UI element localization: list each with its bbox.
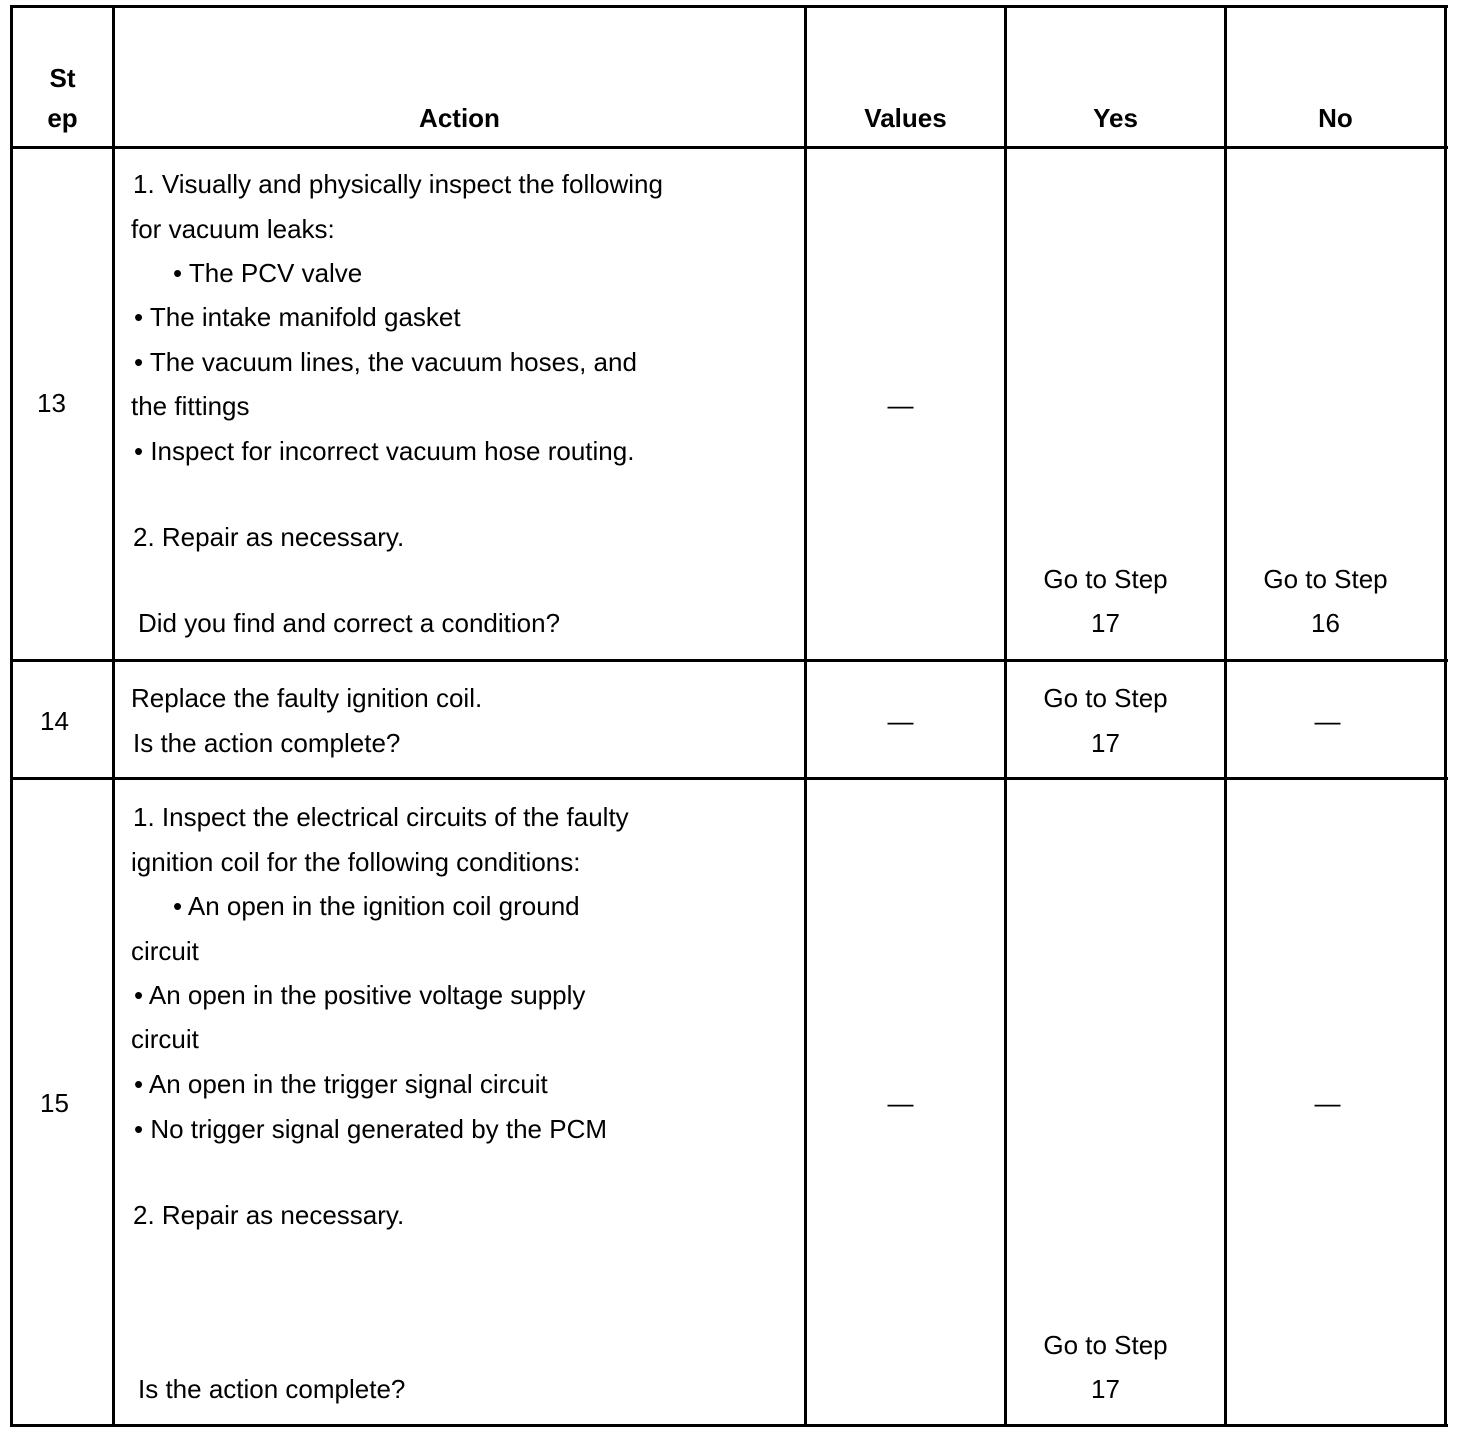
yes-goto-step: 17	[1091, 608, 1120, 638]
action-bullet: • Inspect for incorrect vacuum hose routing.	[134, 436, 635, 466]
header-step-line2: ep	[47, 103, 78, 133]
action-bullet: • The intake manifold gasket	[134, 302, 461, 332]
row-divider	[10, 659, 1448, 662]
row-divider	[10, 777, 1448, 780]
table-border-right	[1444, 5, 1447, 1427]
no-goto-step: 16	[1311, 608, 1340, 638]
action-line: 2. Repair as necessary.	[133, 1200, 405, 1230]
action-line: circuit	[131, 936, 199, 966]
yes-goto-label: Go to Step	[1043, 564, 1168, 594]
header-divider	[10, 146, 1448, 149]
action-question: Did you find and correct a condition?	[138, 608, 561, 638]
action-line: 1. Visually and physically inspect the following	[133, 169, 663, 199]
action-bullet: • An open in the ignition coil ground	[173, 891, 580, 921]
header-step	[13, 58, 112, 138]
no-cell: —	[1314, 1088, 1341, 1118]
yes-goto-step: 17	[1091, 728, 1120, 758]
yes-goto-label: Go to Step	[1043, 683, 1168, 713]
step-number: 13	[37, 388, 66, 418]
action-line: Replace the faulty ignition coil.	[131, 683, 483, 713]
header-no: No	[1318, 103, 1353, 133]
action-bullet: • The vacuum lines, the vacuum hoses, and	[134, 347, 637, 377]
header-values: Values	[864, 103, 947, 133]
no-goto-label: Go to Step	[1263, 564, 1388, 594]
action-line: the fittings	[131, 391, 250, 421]
header-step-line1: St	[49, 63, 76, 93]
action-bullet: • An open in the positive voltage supply	[134, 980, 586, 1010]
action-bullet: • An open in the trigger signal circuit	[134, 1069, 548, 1099]
yes-goto	[1007, 1330, 1204, 1404]
no-cell: —	[1314, 706, 1341, 736]
no-goto	[1227, 564, 1424, 638]
action-line: for vacuum leaks:	[131, 214, 335, 244]
yes-goto	[1007, 564, 1204, 638]
step-number: 14	[40, 706, 69, 736]
action-line: circuit	[131, 1024, 199, 1054]
values-cell: —	[887, 390, 914, 420]
yes-goto	[1007, 683, 1204, 758]
table-border-left	[10, 5, 13, 1427]
yes-goto-label: Go to Step	[1043, 1330, 1168, 1360]
header-action: Action	[419, 103, 500, 133]
table-border-top	[10, 5, 1448, 8]
step-number: 15	[40, 1088, 69, 1118]
column-divider	[112, 5, 115, 1427]
action-line: 2. Repair as necessary.	[133, 522, 405, 552]
action-bullet: • The PCV valve	[173, 258, 363, 288]
table-border-bottom	[10, 1424, 1448, 1427]
action-line: 1. Inspect the electrical circuits of the faulty	[133, 802, 629, 832]
action-question: Is the action complete?	[138, 1374, 406, 1404]
action-question: Is the action complete?	[133, 728, 401, 758]
action-bullet: • No trigger signal generated by the PCM	[134, 1114, 608, 1144]
action-line: ignition coil for the following conditions:	[131, 847, 581, 877]
values-cell: —	[887, 706, 914, 736]
values-cell: —	[887, 1088, 914, 1118]
header-yes: Yes	[1093, 103, 1138, 133]
yes-goto-step: 17	[1091, 1374, 1120, 1404]
